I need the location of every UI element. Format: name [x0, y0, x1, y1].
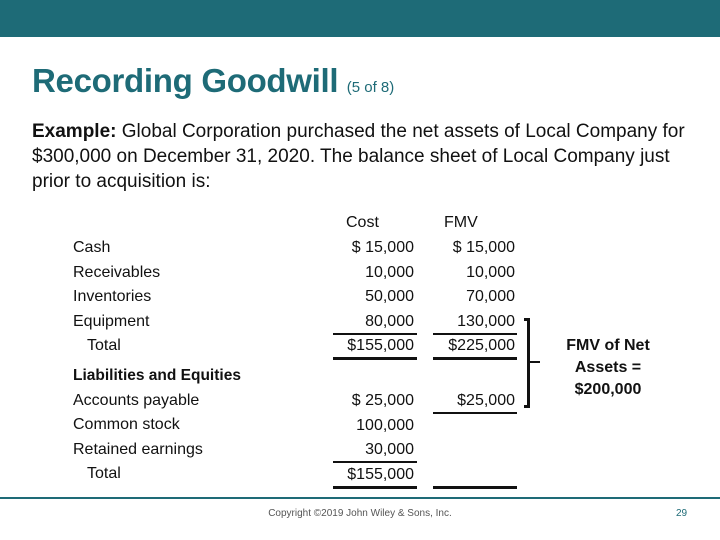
asset-fmv: 130,000 — [457, 312, 515, 330]
liability-fmv-total-rule — [433, 486, 517, 489]
asset-label: Inventories — [73, 288, 152, 305]
intro-text: Global Corporation purchased the net assets of Local Company for $300,000 on December 31, 2020. The balance sheet of Local Company just prior to acquisition is: — [32, 121, 685, 192]
asset-fmv-total: $225,000 — [448, 337, 515, 354]
liabilities-header: Liabilities and Equities — [73, 367, 241, 384]
bracket-pointer — [530, 361, 540, 363]
intro-lead: Example: — [32, 121, 117, 142]
asset-labels — [73, 236, 160, 359]
fmv-total-rule — [433, 357, 517, 360]
liability-total-label: Total — [87, 465, 121, 482]
liability-cost: $ 25,000 — [351, 392, 414, 409]
asset-label: Equipment — [73, 312, 150, 330]
fmv-header: FMV — [444, 214, 478, 231]
footer-divider — [0, 497, 720, 499]
asset-fmv: 70,000 — [466, 288, 515, 305]
result-line: FMV of Net — [566, 337, 650, 354]
slide-title — [32, 62, 394, 100]
liability-cost: 100,000 — [356, 416, 414, 434]
asset-cost-total: $155,000 — [347, 337, 414, 354]
cost-subtotal-rule — [333, 333, 417, 335]
liability-cost-total: $155,000 — [347, 465, 414, 483]
asset-fmv-column — [430, 236, 515, 359]
asset-cost: $ 15,000 — [351, 239, 414, 256]
liability-label: Accounts payable — [73, 391, 200, 409]
cost-total-rule — [333, 357, 417, 360]
liability-total-rule — [333, 486, 417, 489]
asset-fmv: $ 15,000 — [452, 239, 515, 256]
liability-label: Common stock — [73, 416, 180, 433]
intro-paragraph — [32, 119, 692, 194]
asset-cost: 80,000 — [365, 312, 414, 330]
fmv-subtotal-rule — [433, 333, 517, 335]
liability-fmv: $25,000 — [457, 392, 515, 409]
asset-cost-column — [329, 236, 414, 359]
top-banner — [0, 0, 720, 37]
liability-labels — [73, 364, 241, 487]
liability-cost: 30,000 — [365, 441, 414, 458]
title-main: Recording Goodwill — [32, 62, 339, 99]
liability-label: Retained earnings — [73, 440, 203, 458]
liability-cost-column — [329, 389, 414, 487]
asset-label: Receivables — [73, 263, 161, 281]
cost-header: Cost — [346, 214, 379, 231]
result-value: $200,000 — [574, 381, 642, 398]
net-assets-bracket — [524, 318, 530, 408]
asset-cost: 10,000 — [365, 263, 414, 281]
liability-fmv-column — [430, 389, 515, 414]
net-assets-result — [552, 335, 664, 401]
liability-subtotal-rule — [333, 461, 417, 463]
asset-cost: 50,000 — [365, 288, 414, 305]
page-number: 29 — [676, 508, 688, 519]
liability-fmv-rule — [433, 412, 517, 414]
asset-fmv: 10,000 — [466, 263, 515, 281]
asset-total-label: Total — [87, 337, 121, 354]
asset-label: Cash — [73, 239, 111, 256]
title-sub: (5 of 8) — [346, 79, 395, 96]
copyright-notice: Copyright ©2019 John Wiley & Sons, Inc. — [268, 508, 452, 519]
result-line: Assets = — [574, 359, 642, 376]
